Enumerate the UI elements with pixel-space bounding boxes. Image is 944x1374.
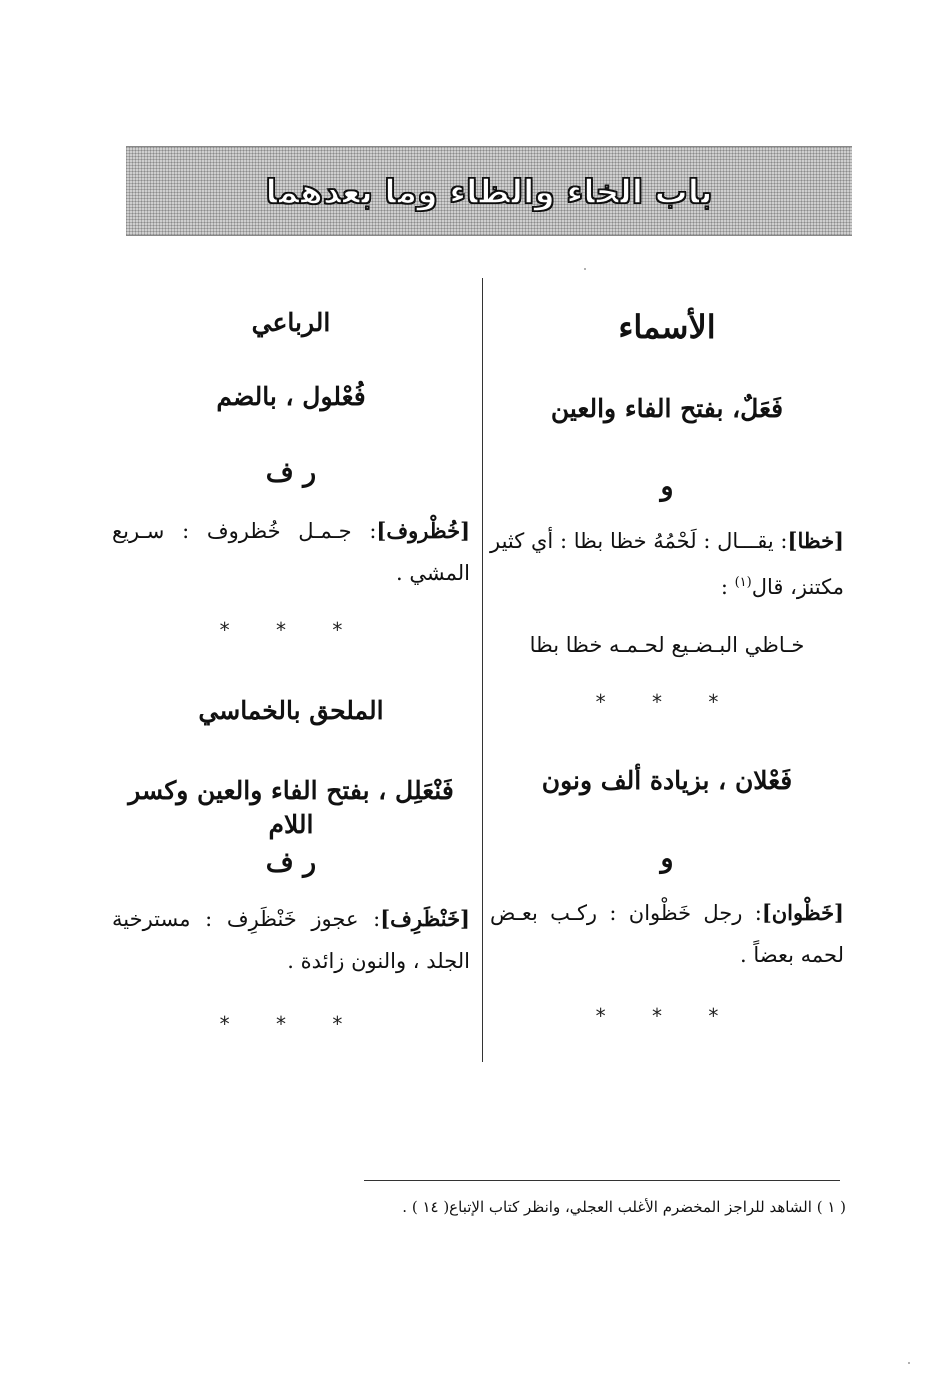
dictionary-entry <box>490 520 844 608</box>
dictionary-entry <box>112 510 470 594</box>
dictionary-entry <box>490 892 844 976</box>
section-separator: * * * <box>219 1012 363 1036</box>
chapter-title: باب الخاء والظاء وما بعدهما <box>265 171 713 211</box>
footnote: ( ١ ) الشاهد للراجز المخضرم الأغلب العجلي، وانظر كتاب الإتباع( ١٤ ) . <box>402 1198 846 1216</box>
footnote-rule <box>364 1180 840 1181</box>
root-letters: ر ف <box>265 457 317 488</box>
entry-tail: : <box>720 575 728 599</box>
pattern-heading: فَنْعَلِل ، بفتح الفاء والعين وكسر اللام <box>128 776 454 839</box>
entry-text: : جـمـل خُظروف : سـريع المشي . <box>112 519 470 585</box>
entry-headword: [خظا] <box>787 528 844 553</box>
section-separator: * * * <box>595 1004 739 1028</box>
entry-text: : عجوز خَنْظَرِف : مسترخية الجلد ، والنون زائدة . <box>112 907 470 973</box>
scan-speck <box>908 1362 910 1364</box>
pattern-heading: فَعْلان ، بزيادة ألف ونون <box>541 766 793 795</box>
section-heading-quadriliteral: الرباعي <box>251 308 331 337</box>
poetry-verse: خـاظي البـضـيع لحـمـه خظا بظا <box>529 633 805 657</box>
footnote-reference[interactable]: (١) <box>734 575 752 590</box>
column-divider <box>482 278 483 1062</box>
entry-text: : رجل خَظْوان : ركـب بعـض لحمه بعضاً . <box>490 901 844 967</box>
entry-headword: [خُظْروف] <box>376 518 470 543</box>
root-letters: و <box>660 471 674 502</box>
root-letters: ر ف <box>265 847 317 878</box>
section-separator: * * * <box>219 618 363 642</box>
entry-headword: [خَنْظَرِف] <box>380 906 470 931</box>
section-heading-nouns: الأسماء <box>618 308 716 346</box>
section-heading-quinqueliteral: الملحق بالخماسي <box>198 696 384 725</box>
entry-headword: [خَظْوان] <box>761 900 844 925</box>
root-letters: و <box>660 843 674 874</box>
pattern-heading: فُعْلول ، بالضم <box>216 382 366 411</box>
dictionary-entry <box>112 898 470 982</box>
pattern-heading: فَعَلٌ، بفتح الفاء والعين <box>550 394 784 423</box>
chapter-banner <box>126 146 852 236</box>
entry-text: : يقـــال : لَحْمُهُ خظا بظا : أي كثير مكتنز، قال <box>490 529 844 599</box>
scan-speck <box>584 268 586 270</box>
section-separator: * * * <box>595 690 739 714</box>
